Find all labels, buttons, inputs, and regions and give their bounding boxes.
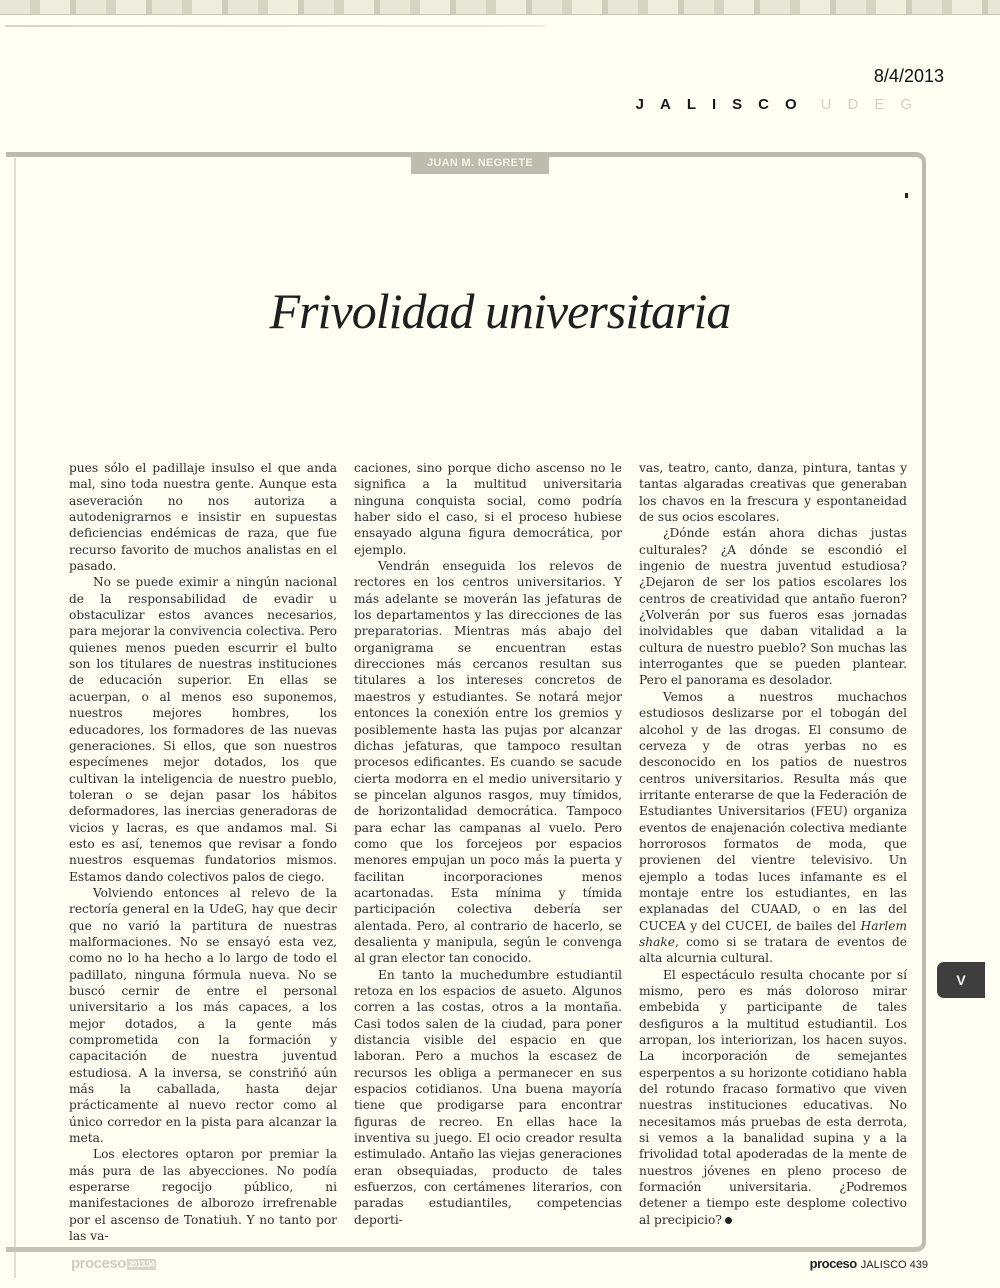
footer-right-folio <box>810 1256 928 1271</box>
author-byline: JUAN M. NEGRETE <box>411 152 549 174</box>
paragraph: caciones, sino porque dicho ascenso no le significa a la multitud universitaria ninguna conquista social, como podría haber sido el caso, si el proceso hubiese ensayado alguna figura democrática, por ejemplo. <box>354 461 622 557</box>
subsection-label: UDEG <box>820 96 928 113</box>
paragraph: En tanto la muchedumbre estudiantil retoza en los espacios de asueto. Algunos corren a las costas, otros a la montaña. Casi todos salen de la ciudad, para poner distancia visible del espacio en que laboran. Pero a muchos la escasez de recursos les obliga a permanecer en sus espacios cotidianos. Una buena mayoría tiene que prodigarse para encontrar figuras de recreo. En ellas hace la inventiva su juego. El ocio creador resulta estimulado. Antaño las viejas generaciones eran obsequiadas, producto de tales esfuerzos, con certámenes literarios, con paradas estudiantiles, competencias deporti- <box>354 967 622 1227</box>
paragraph-text: , como si se tratara de eventos de alta alcurnia cultural. <box>639 934 907 966</box>
print-mark <box>905 193 908 198</box>
article-body <box>69 460 908 1244</box>
paragraph: Volviendo entonces al relevo de la rectoría general en la UdeG, hay que decir que no varió la partitura de nuestras malformaciones. No se ensayó esta vez, como no lo ha hecho a lo largo de todo el padillato, ninguna fórmula nueva. No se buscó cernir de entre el personal universitario a los más capaces, a los mejor dotados, a la gente más comprometida con la formación y capacitación de nuestra juventud estudiosa. A la inversa, se constriñó aún más la caballada, hasta dejar prácticamente al nuevo rector como al único corredor en la pista para alcanzar la meta. <box>69 885 337 1146</box>
page-folio: JALISCO 439 <box>860 1259 928 1271</box>
paragraph <box>639 689 907 967</box>
column-2 <box>354 460 622 1227</box>
brand-tag: 2013.04 <box>128 1259 155 1269</box>
end-of-article-icon <box>725 1217 732 1224</box>
paragraph: No se puede eximir a ningún nacional de la responsabilidad de evadir u obstaculizar estos avances necesarios, para mejorar la convivencia colectiva. Pero quienes menos pueden escurrir el bulto son los titulares de nuestras instituciones de educación superior. En ellas se acuerpan, o al menos eso suponemos, nuestros mejores hombres, los educadores, los formadores de las nuevas generaciones. Si ellos, que son nuestros especímenes mejor dotados, los que cultivan la inteligencia de nuestro pueblo, toleran o se dejan pasar los hábitos deformadores, las inercias generadoras de vicios y lacras, es que andamos mal. Si esto es así, tenemos que revisar a fondo nuestros esquemas fundatorios mismos. Estamos dando colectivos palos de ciego. <box>69 575 337 884</box>
footer-left-brand <box>71 1255 156 1272</box>
scan-artifact-line <box>5 25 545 27</box>
brand-logo: proceso <box>71 1255 126 1272</box>
section-label: JALISCO <box>635 96 813 113</box>
italic-term: Harlem shake <box>639 918 907 949</box>
column-3 <box>639 460 907 1227</box>
paragraph: Vendrán enseguida los relevos de rectores en los centros universitarios. Y más adelante se moverán las jefaturas de los departamentos y las direcciones de las preparatorias. Mientras más abajo del organigrama se encuentran estas direcciones más cercanos resultan sus titulares a los intereses concretos de maestros y estudiantes. Se notará mejor entonces la conexión entre los gremios y posiblemente hasta las pujas por alcanzar dichas jefaturas, que tampoco resultan procesos edificantes. Es cuando se sacude cierta modorra en el medio universitario y se pincelan algunos rasgos, muy tímidos, de horizontalidad democrática. Tampoco para echar las campanas al vuelo. Pero como que los forcejeos por espacios menores empujan un poco más la puerta y facilitan incorporaciones menos acartonadas. Esta mínima y tímida participación colectiva debería ser alentada. Pero, al contrario de hacerlo, se desalienta y manipula, según le convenga al gran elector tan conocido. <box>354 559 622 966</box>
section-header <box>636 96 928 113</box>
paragraph: vas, teatro, canto, danza, pintura, tantas y tantas algaradas creativas que generaban los chavos en la frescura y espontaneidad de sus ocios escolares. <box>639 461 907 525</box>
paragraph-text: El espectáculo resulta chocante por sí mismo, pero es más doloroso mirar embebida y participante de tales desfiguros a la multitud estudiantil. Los arropan, los interiorizan, los hacen suyos. La incorporación de semejantes esperpentos a su horizonte cotidiano habla del rotundo fracaso formativo que viven nuestras instituciones educativas. No necesitamos más pruebas de esta derrota, si vemos a la banalidad supina y a la frivolidad total apoderadas de la mente de nuestros jóvenes en pleno proceso de formación universitaria. ¿Podremos detener a tiempo este desplome colectivo al precipicio? <box>639 967 907 1227</box>
date-stamp: 8/4/2013 <box>873 66 944 86</box>
paragraph: pues sólo el padillaje insulso el que anda mal, sino toda nuestra gente. Aunque esta aseveración no nos autoriza a autodenigrarnos e insistir en supuestas deficiencias endémicas de raza, que fue recurso favorito de muchos analistas en el pasado. <box>69 461 337 574</box>
section-side-tab: V <box>937 962 985 998</box>
paragraph-text: Vemos a nuestros muchachos estudiosos deslizarse por el tobogán del alcohol y de las drogas. El consumo de cerveza y de otras yerbas no es desconocido en los patios de nuestros centros universitarios. Resulta más que irritante enterarse de que la Federación de Estudiantes Universitarios (FEU) organiza eventos de enajenación colectiva mediante horrorosos formatos de moda, que provienen del vientre televisivo. Un ejemplo a todas luces infamante es el montaje entre los estudiantes, en las explanadas del CUAAD, o en las del CUCEA y del CUCEI, de bailes del <box>639 689 907 933</box>
article-title: Frivolidad universitaria <box>269 283 731 339</box>
paragraph <box>639 967 907 1229</box>
paragraph: ¿Dónde están ahora dichas justas culturales? ¿A dónde se escondió el ingenio de nuestra juventud estudiosa? ¿Dejaron de ser los patios escolares los centros de creatividad que antaño fueron? ¿Volverán por sus fueros esas jornadas inolvidables que daban vitalidad a la cultura de nuestro pueblo? Son muchas las interrogantes que se pueden plantear. Pero el panorama es desolador. <box>639 526 907 688</box>
column-1 <box>69 460 337 1244</box>
paragraph: Los electores optaron por premiar la más pura de las abyecciones. No podía esperarse regocijo público, ni manifestaciones de alborozo irrefrenable por el ascenso de Tonatiuh. Y no tanto por las va- <box>69 1147 337 1244</box>
scan-top-edge <box>0 0 1000 15</box>
brand-logo: proceso <box>809 1256 857 1271</box>
